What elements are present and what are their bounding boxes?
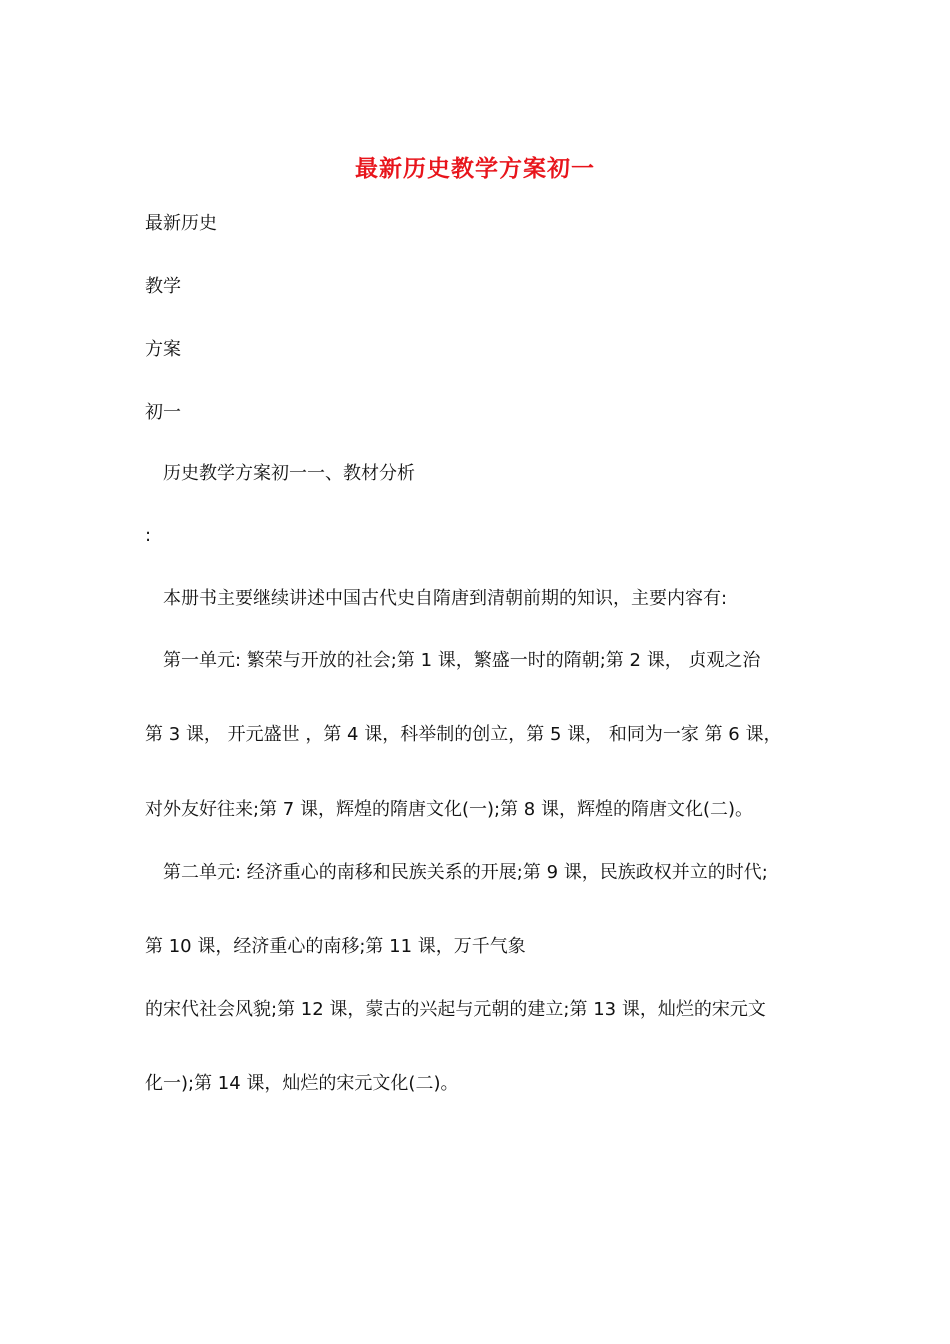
unit-1-line-3: 对外友好往来;第 7 课，辉煌的隋唐文化(一);第 8 课，辉煌的隋唐文化(二)。	[145, 799, 754, 820]
unit-2-line-2: 第 10 课，经济重心的南移;第 11 课，万千气象	[145, 936, 526, 957]
colon-line: :	[145, 525, 152, 546]
heading-line-4: 初一	[145, 402, 181, 423]
section-heading: 历史教学方案初一一、教材分析	[163, 463, 415, 484]
unit-2-line-1: 第二单元: 经济重心的南移和民族关系的开展;第 9 课，民族政权并立的时代;	[163, 862, 768, 883]
unit-2-line-3: 的宋代社会风貌;第 12 课，蒙古的兴起与元朝的建立;第 13 课，灿烂的宋元文	[145, 999, 766, 1020]
heading-line-2: 教学	[145, 276, 181, 297]
paragraph-intro: 本册书主要继续讲述中国古代史自隋唐到清朝前期的知识，主要内容有:	[163, 588, 728, 609]
unit-2-line-4: 化一);第 14 课，灿烂的宋元文化(二)。	[145, 1073, 459, 1094]
heading-line-3: 方案	[145, 339, 181, 360]
unit-1-line-2: 第 3 课， 开元盛世 ，第 4 课，科举制的创立，第 5 课， 和同为一家 第 6 课，	[145, 724, 782, 745]
unit-1-line-1: 第一单元: 繁荣与开放的社会;第 1 课，繁盛一时的隋朝;第 2 课， 贞观之治	[163, 650, 761, 671]
heading-line-1: 最新历史	[145, 213, 217, 234]
document-title: 最新历史教学方案初一	[355, 155, 595, 182]
